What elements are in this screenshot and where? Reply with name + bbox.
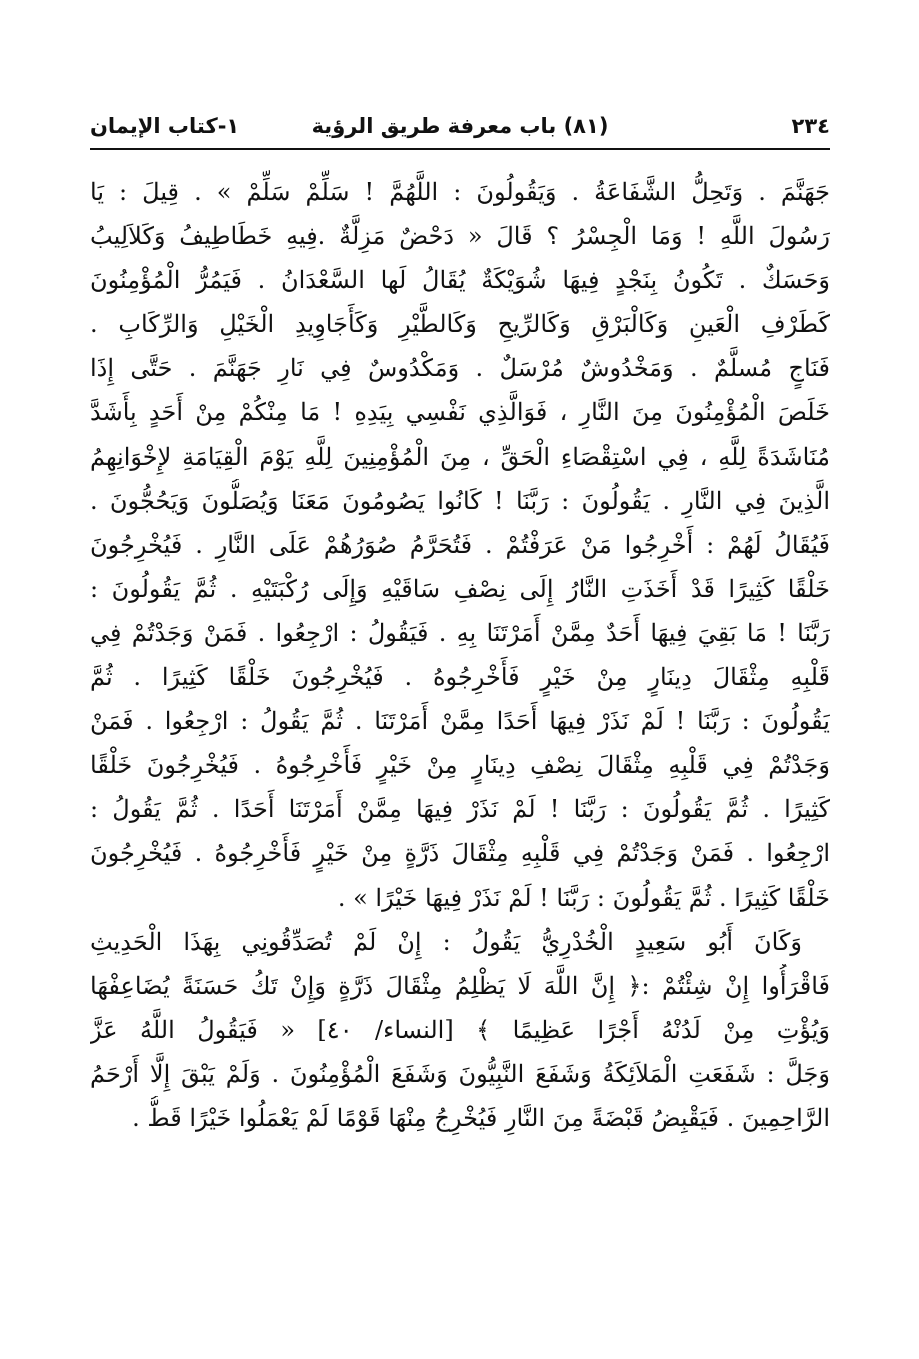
text-line: فَيُقَالُ لَهُمْ : أَخْرِجُوا مَنْ عَرَفْتُمْ . فَتُحَرَّمُ صُوَرُهُمْ عَلَى النَّارِ . فَيُخْرِجُونَ	[90, 530, 830, 559]
text-line: فَاقْرَأُوا إِنْ شِئْتُمْ :﴿ إِنَّ اللَّهَ لَا يَظْلِمُ مِثْقَالَ ذَرَّةٍ وَإِنْ تَكُ حَسَنَةً يُضَاعِفْهَا	[90, 971, 830, 1000]
header-rule	[90, 148, 830, 150]
text-line: الرَّاحِمِينَ . فَيَقْبِضُ قَبْضَةً مِنَ النَّارِ فَيُخْرِجُ مِنْهَا قَوْمًا لَمْ يَعْمَلُوا خَيْرًا قَطُّ .	[132, 1103, 830, 1132]
text-line: خَلْقًا كَثِيرًا . ثُمَّ يَقُولُونَ : رَبَّنَا ! لَمْ نَذَرْ فِيهَا خَيْرًا » .	[337, 883, 830, 912]
text-line: فَنَاجٍ مُسلَّمٌ . وَمَخْدُوشٌ مُرْسَلٌ . وَمَكْدُوسٌ فِي نَارِ جَهَنَّمَ . حَتَّى إِذَا	[90, 354, 830, 383]
text-line: يَقُولُونَ : رَبَّنَا ! لَمْ نَذَرْ فِيهَا أَحَدًا مِمَّنْ أَمَرْتَنَا . ثُمَّ يَقُولُ : ارْجِعُوا . فَمَنْ	[90, 707, 830, 736]
text-line: كَثِيرًا . ثُمَّ يَقُولُونَ : رَبَّنَا ! لَمْ نَذَرْ فِيهَا مِمَّنْ أَمَرْتَنَا أَحَدًا . ثُمَّ يَقُولُ :	[90, 795, 830, 824]
text-line: كَطَرْفِ الْعَينِ وَكَالْبَرْقِ وَكَالرِّيحِ وَكَالطَّيْرِ وَكَأَجَاوِيدِ الْخَيْلِ وَالرِّكَابِ .	[90, 310, 830, 339]
text-line: الَّذِينَ فِي النَّارِ . يَقُولُونَ : رَبَّنَا ! كَانُوا يَصُومُونَ مَعَنَا وَيُصَلُّونَ وَيَحُجُّونَ .	[90, 486, 830, 515]
text-line: خَلَصَ الْمُؤْمِنُونَ مِنَ النَّارِ ، فَوَالَّذِي نَفْسِي بِيَدِهِ ! مَا مِنْكُمْ مِنْ أَحَدٍ بِأَشَدَّ	[90, 398, 830, 427]
page-number: ٢٣٤	[791, 114, 830, 138]
text-line: رَبَّنَا ! مَا بَقِيَ فِيهَا أَحَدٌ مِمَّنْ أَمَرْتَنَا بِهِ . فَيَقُولُ : ارْجِعُوا . فَمَنْ وَجَدْتُمْ فِي	[90, 618, 830, 647]
book-page	[90, 104, 830, 1304]
book-title: ١-كتاب الإيمان	[90, 114, 240, 138]
text-line: وَكَانَ أَبُو سَعِيدٍ الْخُدْرِيُّ يَقُولُ : إِنْ لَمْ تُصَدِّقُونِي بِهَذَا الْحَدِيثِ	[90, 927, 802, 956]
text-line: وَيُؤْتِ مِنْ لَدُنْهُ أَجْرًا عَظِيمًا ﴾ [النساء/ ٤٠] « فَيَقُولُ اللَّهُ عَزَّ	[90, 1015, 830, 1044]
running-header	[90, 104, 830, 146]
text-line: مُنَاشَدَةً لِلَّهِ ، فِي اسْتِقْصَاءِ الْحَقِّ ، مِنَ الْمُؤْمِنِينَ لِلَّهِ يَوْمَ الْقِيَامَةِ لإِخْوَانِهِمُ	[90, 442, 830, 471]
body-text	[90, 170, 830, 1140]
text-line: وَحَسَكٌ . تَكُونُ بِنَجْدٍ فِيهَا شُوَيْكَةٌ يُقَالُ لَها السَّعْدَانُ . فَيَمُرُّ الْمُؤْمِنُونَ	[90, 266, 830, 295]
text-line: جَهَنَّمَ . وَتَحِلُّ الشَّفَاعَةُ . وَيَقُولُونَ : اللَّهُمَّ ! سَلِّمْ سَلِّمْ » . قِيلَ : يَا	[90, 178, 830, 206]
text-line: رَسُولَ اللَّهِ ! وَمَا الْجِسْرُ ؟ قَالَ « دَحْضٌ مَزِلَّةٌ .فِيهِ خَطَاطِيفُ وَكَلاَلِيبُ	[90, 222, 830, 251]
text-line: وَجَلَّ : شَفَعَتِ الْمَلاَئِكَةُ وَشَفَعَ النَّبِيُّونَ وَشَفَعَ الْمُؤْمِنُونَ . وَلَمْ يَبْقَ إِلَّا أَرْحَمُ	[90, 1059, 830, 1088]
text-line: خَلْقًا كَثِيرًا قَدْ أَخَذَتِ النَّارُ إِلَى نِصْفِ سَاقَيْهِ وَإِلَى رُكْبَتَيْهِ . ثُمَّ يَقُولُونَ :	[90, 574, 830, 603]
text-line: ارْجِعُوا . فَمَنْ وَجَدْتُمْ فِي قَلْبِهِ مِثْقَالَ ذَرَّةٍ مِنْ خَيْرٍ فَأَخْرِجُوهُ . فَيُخْرِجُونَ	[90, 839, 830, 868]
text-line: قَلْبِهِ مِثْقَالَ دِينَارٍ مِنْ خَيْرٍ فَأَخْرِجُوهُ . فَيُخْرِجُونَ خَلْقًا كَثِيرًا . ثُمَّ	[90, 663, 830, 692]
text-line: وَجَدْتُمْ فِي قَلْبِهِ مِثْقَالَ نِصْفِ دِينَارٍ مِنْ خَيْرٍ فَأَخْرِجُوهُ . فَيُخْرِجُونَ خَلْقًا	[90, 751, 830, 780]
chapter-title: (٨١) باب معرفة طريق الرؤية	[311, 114, 609, 138]
